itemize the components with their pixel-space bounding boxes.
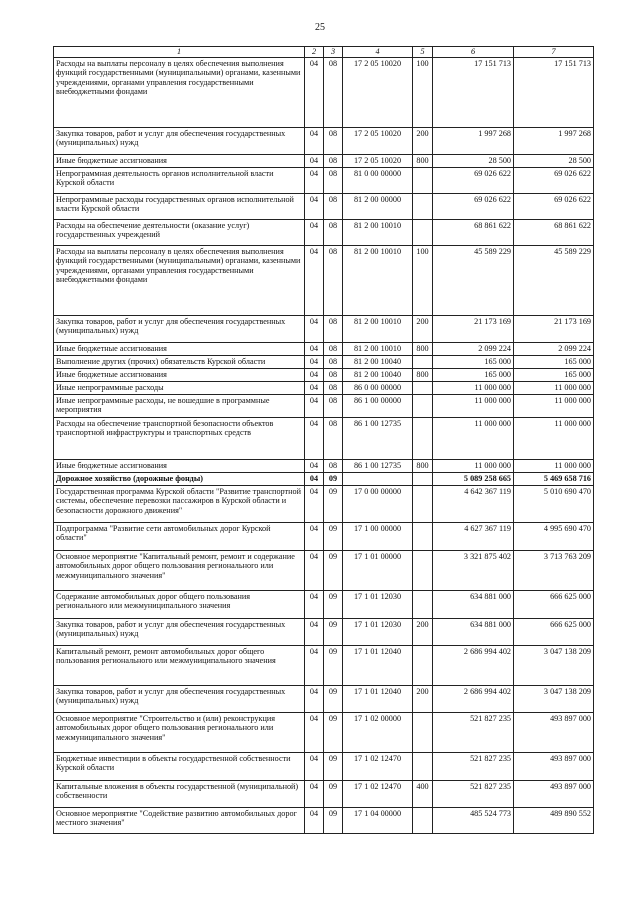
subsection-code: 08 xyxy=(324,167,343,193)
expense-type-code: 800 xyxy=(413,154,433,167)
header-row xyxy=(54,47,594,58)
amount-year-2: 489 890 552 xyxy=(514,807,594,833)
target-article-code: 81 2 00 10010 xyxy=(343,245,413,315)
subsection-code: 09 xyxy=(324,752,343,780)
target-article-code: 81 2 00 00000 xyxy=(343,193,413,219)
header-col-7: 7 xyxy=(514,47,594,58)
table-row xyxy=(54,315,594,342)
amount-year-2: 11 000 000 xyxy=(514,417,594,459)
header-col-3: 3 xyxy=(324,47,343,58)
section-code: 04 xyxy=(305,522,324,550)
target-article-code: 17 1 01 12030 xyxy=(343,590,413,618)
amount-year-1: 634 881 000 xyxy=(433,590,514,618)
amount-year-2: 28 500 xyxy=(514,154,594,167)
section-code: 04 xyxy=(305,127,324,154)
amount-year-1: 21 173 169 xyxy=(433,315,514,342)
subsection-code: 09 xyxy=(324,550,343,590)
amount-year-1: 4 627 367 119 xyxy=(433,522,514,550)
expense-type-code xyxy=(413,472,433,485)
expense-name: Расходы на обеспечение транспортной безопасности объектов транспортной инфраструктуры и транспортных средств xyxy=(54,417,305,459)
target-article-code: 17 2 05 10020 xyxy=(343,57,413,127)
subsection-code: 08 xyxy=(324,219,343,245)
amount-year-1: 28 500 xyxy=(433,154,514,167)
amount-year-1: 69 026 622 xyxy=(433,167,514,193)
subsection-code: 08 xyxy=(324,245,343,315)
expense-type-code xyxy=(413,645,433,685)
section-code: 04 xyxy=(305,381,324,394)
amount-year-2: 666 625 000 xyxy=(514,590,594,618)
table-row xyxy=(54,459,594,472)
expense-type-code: 200 xyxy=(413,685,433,712)
amount-year-2: 165 000 xyxy=(514,368,594,381)
header-col-2: 2 xyxy=(305,47,324,58)
expense-type-code xyxy=(413,550,433,590)
section-code: 04 xyxy=(305,752,324,780)
amount-year-1: 521 827 235 xyxy=(433,712,514,752)
amount-year-1: 11 000 000 xyxy=(433,394,514,417)
amount-year-1: 69 026 622 xyxy=(433,193,514,219)
expense-type-code xyxy=(413,752,433,780)
section-code: 04 xyxy=(305,685,324,712)
expense-name: Расходы на обеспечение деятельности (оказание услуг) государственных учреждений xyxy=(54,219,305,245)
table-row xyxy=(54,355,594,368)
amount-year-1: 2 686 994 402 xyxy=(433,685,514,712)
subsection-code: 09 xyxy=(324,590,343,618)
amount-year-1: 521 827 235 xyxy=(433,752,514,780)
expense-type-code xyxy=(413,355,433,368)
table-row xyxy=(54,342,594,355)
section-code: 04 xyxy=(305,154,324,167)
table-row xyxy=(54,193,594,219)
target-article-code: 81 2 00 10010 xyxy=(343,315,413,342)
subsection-code: 09 xyxy=(324,780,343,807)
amount-year-2: 666 625 000 xyxy=(514,618,594,645)
table-row xyxy=(54,167,594,193)
expense-type-code xyxy=(413,417,433,459)
table-row xyxy=(54,394,594,417)
table-row xyxy=(54,590,594,618)
target-article-code: 17 0 00 00000 xyxy=(343,485,413,522)
amount-year-2: 69 026 622 xyxy=(514,193,594,219)
target-article-code: 17 1 01 12030 xyxy=(343,618,413,645)
subsection-code: 08 xyxy=(324,459,343,472)
expense-name: Выполнение других (прочих) обязательств Курской области xyxy=(54,355,305,368)
table-row xyxy=(54,645,594,685)
subsection-code: 08 xyxy=(324,57,343,127)
subsection-code: 09 xyxy=(324,645,343,685)
table-row xyxy=(54,127,594,154)
amount-year-1: 11 000 000 xyxy=(433,381,514,394)
expense-name: Иные бюджетные ассигнования xyxy=(54,368,305,381)
amount-year-2: 5 469 658 716 xyxy=(514,472,594,485)
expense-type-code xyxy=(413,522,433,550)
expense-type-code: 800 xyxy=(413,342,433,355)
expense-name: Расходы на выплаты персоналу в целях обеспечения выполнения функций государственными (муниципальными) органами, казенными учреждениями, органами управления государственными внебюджетными фондами xyxy=(54,57,305,127)
target-article-code: 17 1 04 00000 xyxy=(343,807,413,833)
expense-type-code: 800 xyxy=(413,368,433,381)
target-article-code: 86 0 00 00000 xyxy=(343,381,413,394)
expense-name: Основное мероприятие "Капитальный ремонт, ремонт и содержание автомобильных дорог общего пользования регионального или межмуниципального значения" xyxy=(54,550,305,590)
expense-type-code: 100 xyxy=(413,245,433,315)
expense-name: Закупка товаров, работ и услуг для обеспечения государственных (муниципальных) нужд xyxy=(54,618,305,645)
table-row xyxy=(54,381,594,394)
subsection-code: 09 xyxy=(324,685,343,712)
expense-name: Непрограммные расходы государственных органов исполнительной власти Курской области xyxy=(54,193,305,219)
expense-type-code xyxy=(413,394,433,417)
subsection-code: 08 xyxy=(324,154,343,167)
section-code: 04 xyxy=(305,167,324,193)
amount-year-2: 3 047 138 209 xyxy=(514,645,594,685)
expense-name: Закупка товаров, работ и услуг для обеспечения государственных (муниципальных) нужд xyxy=(54,127,305,154)
table-row xyxy=(54,780,594,807)
section-code: 04 xyxy=(305,459,324,472)
expense-type-code: 400 xyxy=(413,780,433,807)
table-row xyxy=(54,752,594,780)
subsection-code: 08 xyxy=(324,368,343,381)
amount-year-2: 11 000 000 xyxy=(514,459,594,472)
amount-year-2: 4 995 690 470 xyxy=(514,522,594,550)
expense-name: Бюджетные инвестиции в объекты государственной собственности Курской области xyxy=(54,752,305,780)
expense-type-code: 100 xyxy=(413,57,433,127)
amount-year-1: 634 881 000 xyxy=(433,618,514,645)
expense-name: Содержание автомобильных дорог общего пользования регионального или межмуниципального значения xyxy=(54,590,305,618)
amount-year-1: 17 151 713 xyxy=(433,57,514,127)
section-code: 04 xyxy=(305,590,324,618)
amount-year-2: 11 000 000 xyxy=(514,381,594,394)
amount-year-1: 1 997 268 xyxy=(433,127,514,154)
expense-name: Закупка товаров, работ и услуг для обеспечения государственных (муниципальных) нужд xyxy=(54,315,305,342)
target-article-code: 86 1 00 12735 xyxy=(343,459,413,472)
expense-name: Государственная программа Курской области "Развитие транспортной системы, обеспечение перевозки пассажиров в Курской области и безопасности дорожного движения" xyxy=(54,485,305,522)
section-code: 04 xyxy=(305,712,324,752)
amount-year-1: 165 000 xyxy=(433,355,514,368)
amount-year-2: 165 000 xyxy=(514,355,594,368)
amount-year-2: 2 099 224 xyxy=(514,342,594,355)
subsection-code: 08 xyxy=(324,193,343,219)
section-code: 04 xyxy=(305,315,324,342)
amount-year-1: 165 000 xyxy=(433,368,514,381)
target-article-code: 17 1 02 12470 xyxy=(343,752,413,780)
target-article-code xyxy=(343,472,413,485)
section-code: 04 xyxy=(305,342,324,355)
expense-type-code xyxy=(413,485,433,522)
target-article-code: 81 2 00 10040 xyxy=(343,368,413,381)
expense-name: Основное мероприятие "Содействие развитию автомобильных дорог местного значения" xyxy=(54,807,305,833)
budget-table xyxy=(53,46,594,834)
subsection-code: 08 xyxy=(324,315,343,342)
table-row xyxy=(54,245,594,315)
section-code: 04 xyxy=(305,193,324,219)
target-article-code: 17 1 02 12470 xyxy=(343,780,413,807)
target-article-code: 81 2 00 10010 xyxy=(343,342,413,355)
amount-year-1: 485 524 773 xyxy=(433,807,514,833)
amount-year-2: 493 897 000 xyxy=(514,752,594,780)
section-code: 04 xyxy=(305,807,324,833)
expense-name: Капитальный ремонт, ремонт автомобильных дорог общего пользования регионального или межмуниципального значения xyxy=(54,645,305,685)
section-code: 04 xyxy=(305,355,324,368)
subsection-code: 08 xyxy=(324,342,343,355)
target-article-code: 17 2 05 10020 xyxy=(343,154,413,167)
header-col-1: 1 xyxy=(54,47,305,58)
target-article-code: 17 1 01 12040 xyxy=(343,645,413,685)
header-col-4: 4 xyxy=(343,47,413,58)
section-code: 04 xyxy=(305,645,324,685)
page-number: 25 xyxy=(315,22,325,33)
subsection-code: 09 xyxy=(324,472,343,485)
amount-year-2: 17 151 713 xyxy=(514,57,594,127)
expense-name: Капитальные вложения в объекты государственной (муниципальной) собственности xyxy=(54,780,305,807)
amount-year-2: 11 000 000 xyxy=(514,394,594,417)
target-article-code: 86 1 00 12735 xyxy=(343,417,413,459)
section-code: 04 xyxy=(305,472,324,485)
amount-year-1: 68 861 622 xyxy=(433,219,514,245)
amount-year-2: 1 997 268 xyxy=(514,127,594,154)
table-row xyxy=(54,618,594,645)
amount-year-2: 21 173 169 xyxy=(514,315,594,342)
expense-name: Иные непрограммные расходы xyxy=(54,381,305,394)
expense-type-code xyxy=(413,193,433,219)
expense-type-code xyxy=(413,807,433,833)
amount-year-2: 68 861 622 xyxy=(514,219,594,245)
section-code: 04 xyxy=(305,417,324,459)
amount-year-2: 45 589 229 xyxy=(514,245,594,315)
target-article-code: 81 2 00 10010 xyxy=(343,219,413,245)
target-article-code: 17 1 02 00000 xyxy=(343,712,413,752)
table-row xyxy=(54,57,594,127)
section-code: 04 xyxy=(305,550,324,590)
amount-year-1: 2 099 224 xyxy=(433,342,514,355)
amount-year-1: 11 000 000 xyxy=(433,417,514,459)
expense-name: Закупка товаров, работ и услуг для обеспечения государственных (муниципальных) нужд xyxy=(54,685,305,712)
amount-year-1: 11 000 000 xyxy=(433,459,514,472)
subsection-code: 09 xyxy=(324,618,343,645)
table-row xyxy=(54,485,594,522)
table-row xyxy=(54,368,594,381)
expense-name: Расходы на выплаты персоналу в целях обеспечения выполнения функций государственными (муниципальными) органами, казенными учреждениями, органами управления государственными внебюджетными фондами xyxy=(54,245,305,315)
expense-name: Иные бюджетные ассигнования xyxy=(54,459,305,472)
expense-name: Основное мероприятие "Строительство и (или) реконструкция автомобильных дорог общего пользования регионального или межмуниципального значения" xyxy=(54,712,305,752)
amount-year-2: 69 026 622 xyxy=(514,167,594,193)
table-row xyxy=(54,712,594,752)
section-code: 04 xyxy=(305,245,324,315)
target-article-code: 81 0 00 00000 xyxy=(343,167,413,193)
amount-year-1: 2 686 994 402 xyxy=(433,645,514,685)
amount-year-2: 493 897 000 xyxy=(514,780,594,807)
table-row xyxy=(54,550,594,590)
expense-type-code xyxy=(413,590,433,618)
section-code: 04 xyxy=(305,485,324,522)
target-article-code: 81 2 00 10040 xyxy=(343,355,413,368)
expense-name: Подпрограмма "Развитие сети автомобильных дорог Курской области" xyxy=(54,522,305,550)
section-code: 04 xyxy=(305,219,324,245)
section-code: 04 xyxy=(305,618,324,645)
expense-name: Иные непрограммные расходы, не вошедшие в программные мероприятия xyxy=(54,394,305,417)
expense-type-code xyxy=(413,712,433,752)
expense-name: Иные бюджетные ассигнования xyxy=(54,154,305,167)
subsection-code: 09 xyxy=(324,522,343,550)
table-row xyxy=(54,807,594,833)
expense-type-code: 200 xyxy=(413,618,433,645)
expense-name: Иные бюджетные ассигнования xyxy=(54,342,305,355)
amount-year-1: 521 827 235 xyxy=(433,780,514,807)
expense-type-code xyxy=(413,167,433,193)
section-code: 04 xyxy=(305,57,324,127)
amount-year-1: 45 589 229 xyxy=(433,245,514,315)
subsection-code: 09 xyxy=(324,485,343,522)
table-row xyxy=(54,472,594,485)
amount-year-2: 493 897 000 xyxy=(514,712,594,752)
target-article-code: 17 1 00 00000 xyxy=(343,522,413,550)
section-code: 04 xyxy=(305,394,324,417)
section-code: 04 xyxy=(305,368,324,381)
target-article-code: 17 1 01 12040 xyxy=(343,685,413,712)
target-article-code: 86 1 00 00000 xyxy=(343,394,413,417)
subsection-code: 08 xyxy=(324,417,343,459)
subsection-code: 08 xyxy=(324,355,343,368)
amount-year-1: 5 089 258 665 xyxy=(433,472,514,485)
expense-type-code: 200 xyxy=(413,315,433,342)
amount-year-1: 3 321 875 402 xyxy=(433,550,514,590)
table-row xyxy=(54,417,594,459)
header-col-5: 5 xyxy=(413,47,433,58)
amount-year-1: 4 642 367 119 xyxy=(433,485,514,522)
amount-year-2: 3 047 138 209 xyxy=(514,685,594,712)
subsection-code: 09 xyxy=(324,712,343,752)
amount-year-2: 3 713 763 209 xyxy=(514,550,594,590)
expense-type-code xyxy=(413,219,433,245)
target-article-code: 17 2 05 10020 xyxy=(343,127,413,154)
subsection-code: 08 xyxy=(324,394,343,417)
header-col-6: 6 xyxy=(433,47,514,58)
table-row xyxy=(54,219,594,245)
subsection-code: 09 xyxy=(324,807,343,833)
expense-name: Дорожное хозяйство (дорожные фонды) xyxy=(54,472,305,485)
target-article-code: 17 1 01 00000 xyxy=(343,550,413,590)
expense-type-code xyxy=(413,381,433,394)
table-row xyxy=(54,522,594,550)
expense-type-code: 200 xyxy=(413,127,433,154)
amount-year-2: 5 010 690 470 xyxy=(514,485,594,522)
table-row xyxy=(54,154,594,167)
table-row xyxy=(54,685,594,712)
section-code: 04 xyxy=(305,780,324,807)
subsection-code: 08 xyxy=(324,381,343,394)
subsection-code: 08 xyxy=(324,127,343,154)
expense-type-code: 800 xyxy=(413,459,433,472)
expense-name: Непрограммная деятельность органов исполнительной власти Курской области xyxy=(54,167,305,193)
